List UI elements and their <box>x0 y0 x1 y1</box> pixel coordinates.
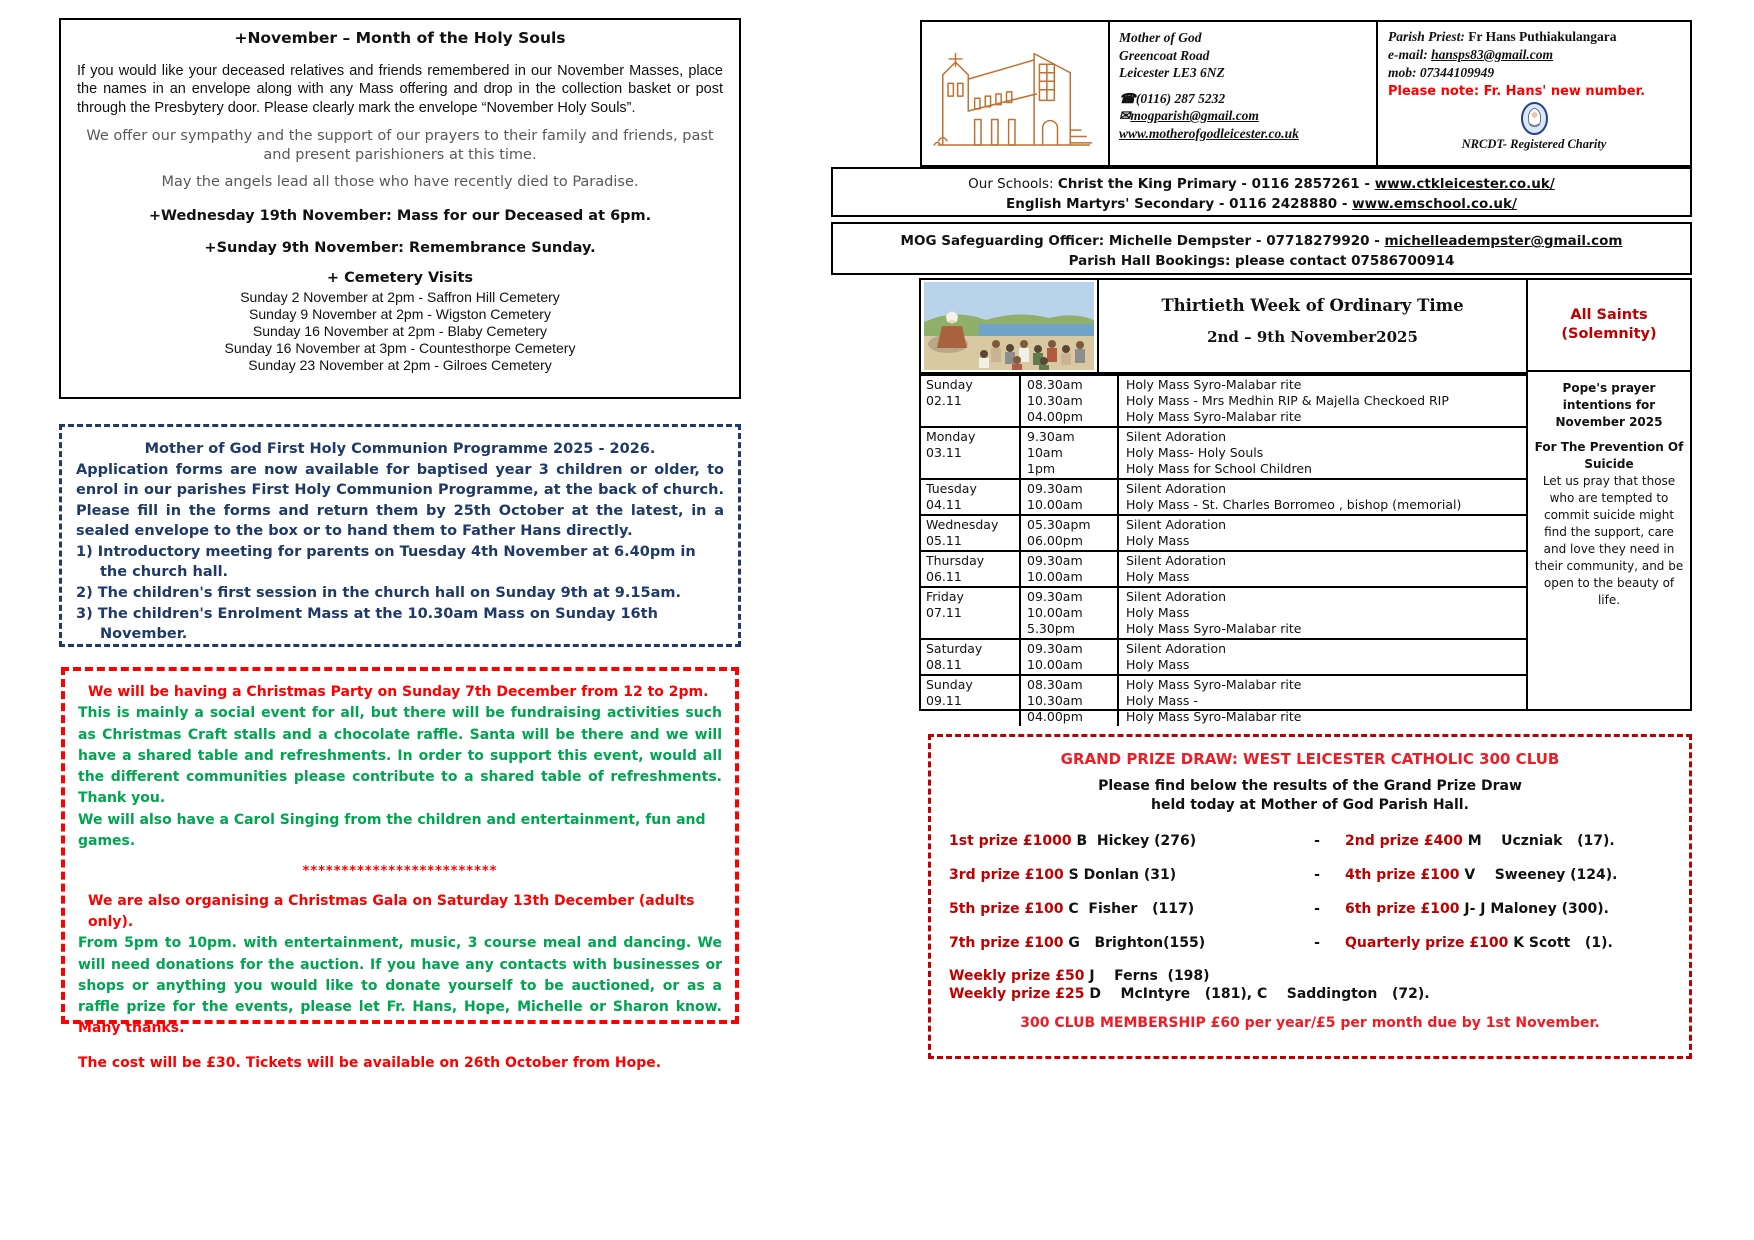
pope-body: Let us pray that those who are tempted to commit suicide might find the support, care and love they need in their community, and be open to the beauty of life. <box>1534 474 1684 608</box>
communion-item: 3) The children's Enrolment Mass at the 10.30am Mass on Sunday 16th November. <box>76 605 658 643</box>
church-website[interactable]: www.motherofgodleicester.co.uk <box>1119 125 1299 141</box>
mass-time: 04.00pm <box>1027 709 1083 724</box>
prize-winner: C Fisher (117) <box>1068 900 1195 917</box>
mass-service: Holy Mass Syro-Malabar rite <box>1126 409 1302 424</box>
feast-name: All Saints <box>1570 307 1648 323</box>
church-drawing-cell <box>922 22 1110 165</box>
schools-box <box>831 167 1692 217</box>
church-email[interactable]: mogparish@gmail.com <box>1130 108 1259 124</box>
schools-line-primary <box>833 175 1690 195</box>
church-email-line <box>1119 107 1367 125</box>
mass-service: Holy Mass Syro-Malabar rite <box>1126 621 1302 636</box>
christmas-party-body: This is mainly a social event for all, but there will be fundraising activities such as Christmas Craft stalls and a chocolate raffle. Santa will be there and we will have a shared table and refreshments. In order to support this event, would all the different communities please contribute to a shared table of refreshments. Thank you. <box>78 705 722 807</box>
day-name: Sunday <box>926 677 973 692</box>
priest-label: Parish Priest: <box>1388 29 1465 44</box>
mass-service: Holy Mass- Holy Souls <box>1126 445 1264 460</box>
safeguarding-email[interactable]: michelleadempster@gmail.com <box>1384 233 1623 249</box>
mass-service-cell <box>1119 588 1526 638</box>
feast-cell <box>1528 280 1690 372</box>
mass-service-cell <box>1119 552 1526 586</box>
mass-time-cell <box>1021 552 1119 586</box>
prize-row <box>949 867 1671 883</box>
mass-time: 5.30pm <box>1027 621 1075 636</box>
pope-subheading: For The Prevention Of Suicide <box>1534 440 1684 472</box>
prize-label: Weekly prize £25 <box>949 985 1090 1002</box>
mass-table-header <box>921 280 1526 374</box>
prize-label: Weekly prize £50 <box>949 967 1090 984</box>
prize-draw-box <box>928 734 1692 1059</box>
prize-intro-line2: held today at Mother of God Parish Hall. <box>1151 796 1469 813</box>
mass-time: 09.30am <box>1027 641 1083 656</box>
mass-day-cell <box>921 480 1021 514</box>
prize-winner: B Hickey (276) <box>1076 832 1197 849</box>
mass-service: Holy Mass Syro-Malabar rite <box>1126 377 1302 392</box>
mass-service: Holy Mass <box>1126 657 1190 672</box>
carol-singing-line: We will also have a Carol Singing from the children and entertainment, fun and games. <box>78 811 706 849</box>
holy-souls-title: +November – Month of the Holy Souls <box>234 29 566 47</box>
cemetery-visit: Sunday 16 November at 3pm - Countesthorpe Cemetery <box>224 339 576 356</box>
new-number-note: Please note: Fr. Hans' new number. <box>1388 84 1646 100</box>
safeguarding-officer: MOG Safeguarding Officer: Michelle Dempster - 07718279920 - <box>900 233 1385 249</box>
day-date: 03.11 <box>926 445 962 460</box>
day-date: 02.11 <box>926 393 962 408</box>
schools-line-secondary <box>833 195 1690 215</box>
mass-time: 08.30am <box>1027 377 1083 392</box>
prize-label: 1st prize £1000 <box>949 832 1077 849</box>
sermon-image-cell <box>921 280 1099 372</box>
prize-row <box>949 935 1671 951</box>
mass-time: 10.00am <box>1027 605 1083 620</box>
christmas-gala-line: We are also organising a Christmas Gala on Saturday 13th December (adults only). <box>88 892 695 931</box>
prize-draw-intro <box>949 777 1671 815</box>
gala-thanks-text: Many thanks. <box>78 1020 185 1037</box>
prize-label: 6th prize £100 <box>1345 900 1465 917</box>
prize-right <box>1345 867 1671 883</box>
gala-cost-line: The cost will be £30. Tickets will be available on 26th October from Hope. <box>78 1054 662 1071</box>
mass-time-cell <box>1021 588 1119 638</box>
prize-dash: - <box>1314 900 1320 917</box>
mass-row <box>921 374 1526 426</box>
weekly-prize-line <box>949 986 1671 1002</box>
mass-table-sidebar <box>1528 280 1690 709</box>
primary-school-url[interactable]: www.ctkleicester.co.uk/ <box>1374 176 1555 192</box>
mass-time: 10.30am <box>1027 693 1083 708</box>
communion-programme-notice <box>59 424 741 647</box>
mass-service-cell <box>1119 428 1526 478</box>
day-name: Tuesday <box>926 481 977 496</box>
schools-label: Our Schools: <box>968 176 1058 192</box>
mass-service-cell <box>1119 640 1526 674</box>
mass-row <box>921 514 1526 550</box>
prize-draw-title: GRAND PRIZE DRAW: WEST LEICESTER CATHOLIC 300 CLUB <box>1060 750 1560 768</box>
prize-label: 2nd prize £400 <box>1345 832 1468 849</box>
pope-heading: Pope's prayer intentions for November 2025 <box>1555 381 1663 430</box>
mass-time-cell <box>1021 376 1119 426</box>
mass-day-cell <box>921 676 1021 726</box>
mass-time: 10am <box>1027 445 1063 460</box>
mass-row <box>921 674 1526 726</box>
mass-time: 04.00pm <box>1027 409 1083 424</box>
mass-service: Silent Adoration <box>1126 517 1227 532</box>
mass-service: Silent Adoration <box>1126 481 1227 496</box>
mass-day-cell <box>921 428 1021 478</box>
prize-left <box>949 935 1289 951</box>
day-name: Saturday <box>926 641 983 656</box>
prize-row <box>949 833 1671 849</box>
church-city: Leicester LE3 6NZ <box>1119 65 1225 81</box>
mass-time-cell <box>1021 516 1119 550</box>
prize-winner: G Brighton(155) <box>1068 934 1206 951</box>
secondary-school-info: English Martyrs' Secondary - 0116 2428880 - <box>1006 195 1353 212</box>
day-name: Friday <box>926 589 964 604</box>
prize-dash: - <box>1314 866 1320 883</box>
day-name: Wednesday <box>926 517 999 532</box>
mass-time: 10.00am <box>1027 497 1083 512</box>
prize-dash: - <box>1314 934 1320 951</box>
mass-service-cell <box>1119 480 1526 514</box>
mass-time: 09.30am <box>1027 481 1083 496</box>
prize-label: 5th prize £100 <box>949 900 1069 917</box>
cemetery-visit: Sunday 2 November at 2pm - Saffron Hill Cemetery <box>240 288 560 305</box>
prize-right <box>1345 833 1671 849</box>
day-date: 04.11 <box>926 497 962 512</box>
mass-row <box>921 426 1526 478</box>
cemetery-visit: Sunday 16 November at 2pm - Blaby Cemetery <box>252 322 548 339</box>
prize-winner: D McIntyre (181), C Saddington (72). <box>1089 985 1430 1002</box>
prize-label: Quarterly prize £100 <box>1345 934 1514 951</box>
mass-service-cell <box>1119 676 1526 726</box>
prize-right <box>1345 901 1671 917</box>
priest-name: Fr Hans Puthiakulangara <box>1464 29 1617 44</box>
feast-type: (Solemnity) <box>1561 325 1657 342</box>
mass-row <box>921 638 1526 674</box>
mary-icon <box>1521 102 1548 135</box>
safeguarding-line <box>833 231 1690 251</box>
church-phone: (0116) 287 5232 <box>1135 90 1226 106</box>
safeguarding-box <box>831 222 1692 275</box>
parish-priest-cell <box>1378 22 1690 165</box>
church-address-cell <box>1110 22 1378 165</box>
mass-day-cell <box>921 640 1021 674</box>
mass-service: Holy Mass <box>1126 605 1190 620</box>
separator-stars: ************************* <box>302 864 498 880</box>
priest-email-label: e-mail: <box>1388 46 1432 62</box>
church-drawing <box>930 28 1100 160</box>
mass-time: 10.00am <box>1027 569 1083 584</box>
cemetery-visit: Sunday 23 November at 2pm - Gilroes Cemetery <box>248 357 552 374</box>
charity-line: NRCDT- Registered Charity <box>1461 136 1607 151</box>
prize-winner: K Scott (1). <box>1513 934 1613 951</box>
prize-winner: S Donlan (31) <box>1068 866 1177 883</box>
mass-service: Holy Mass Syro-Malabar rite <box>1126 709 1302 724</box>
prize-label: 3rd prize £100 <box>949 866 1069 883</box>
priest-email[interactable]: hansps83@gmail.com <box>1431 46 1554 62</box>
mass-time-cell <box>1021 480 1119 514</box>
mass-day-cell <box>921 588 1021 638</box>
communion-item: 1) Introductory meeting for parents on Tuesday 4th November at 6.40pm in the church hall. <box>76 543 696 581</box>
mass-time: 09.30am <box>1027 589 1083 604</box>
angels-paragraph: May the angels lead all those who have recently died to Paradise. <box>161 173 639 190</box>
mass-time-cell <box>1021 640 1119 674</box>
sermon-image <box>924 282 1094 370</box>
day-date: 08.11 <box>926 657 962 672</box>
holy-souls-paragraph: If you would like your deceased relatives and friends remembered in our November Masses, place the names in an envelope along with any Mass offering and drop in the collection basket or post through the Presbytery door. Please clearly mark the envelope “November Holy Souls”. <box>77 63 723 116</box>
prize-row <box>949 901 1671 917</box>
prize-left <box>949 833 1289 849</box>
phone-icon: ☎ <box>1119 90 1136 106</box>
prize-winner: J- J Maloney (300). <box>1464 900 1609 917</box>
primary-school-info: Christ the King Primary - 0116 2857261 - <box>1057 176 1375 192</box>
mass-day-cell <box>921 376 1021 426</box>
priest-mobile: mob: 07344109949 <box>1388 64 1495 80</box>
day-name: Sunday <box>926 377 973 392</box>
secondary-school-url[interactable]: www.emschool.co.uk/ <box>1352 195 1517 212</box>
church-road: Greencoat Road <box>1119 47 1210 63</box>
prize-dash: - <box>1314 832 1320 849</box>
prize-intro-line1: Please find below the results of the Grand Prize Draw <box>1098 778 1522 794</box>
prize-left <box>949 867 1289 883</box>
prize-right <box>1345 935 1671 951</box>
mass-time: 09.30am <box>1027 553 1083 568</box>
day-name: Thursday <box>926 553 985 568</box>
holy-souls-notice <box>59 18 741 399</box>
mass-table-main <box>921 280 1528 724</box>
mass-row <box>921 550 1526 586</box>
priest-line <box>1388 28 1680 46</box>
mass-service: Holy Mass - Mrs Medhin RIP & Majella Checkoed RIP <box>1126 393 1449 408</box>
mass-service-cell <box>1119 376 1526 426</box>
prize-label: 7th prize £100 <box>949 934 1069 951</box>
envelope-icon: ✉ <box>1119 108 1131 124</box>
mass-service: Silent Adoration <box>1126 641 1227 656</box>
mass-service: Silent Adoration <box>1126 589 1227 604</box>
mass-service-cell <box>1119 516 1526 550</box>
day-name: Monday <box>926 429 976 444</box>
mass-day-cell <box>921 516 1021 550</box>
mass-time: 9.30am <box>1027 429 1075 444</box>
mass-time: 05.30apm <box>1027 517 1091 532</box>
mass-service: Holy Mass - <box>1126 693 1198 708</box>
mass-service: Silent Adoration <box>1126 429 1227 444</box>
gala-body-text: From 5pm to 10pm. with entertainment, music, 3 course meal and dancing. We will need donations for the auction. If you have any contacts with businesses or shops or anything you would like to donate yourself to be auctioned, or as a raffle prize for the events, please let Fr. Hans, Hope, Michelle or Sharon know. <box>78 935 722 1016</box>
day-date: 05.11 <box>926 533 962 548</box>
membership-line: 300 CLUB MEMBERSHIP £60 per year/£5 per month due by 1st November. <box>1020 1014 1600 1031</box>
sympathy-paragraph: We offer our sympathy and the support of our prayers to their family and friends, past and present parishioners at this time. <box>86 128 714 164</box>
prize-winner: M Uczniak (17). <box>1467 832 1615 849</box>
mass-service: Silent Adoration <box>1126 553 1227 568</box>
communion-body: Application forms are now available for baptised year 3 children or older, to enrol in our parishes First Holy Communion Programme, at the back of church. Please fill in the forms and return them by 25th October at the latest, in a sealed envelope to the box or to hand them to Father Hans directly. <box>76 461 724 540</box>
mass-schedule-table <box>919 278 1692 724</box>
communion-item: 2) The children's first session in the church hall on Sunday 9th at 9.15am. <box>76 585 681 602</box>
prize-label: 4th prize £100 <box>1345 866 1465 883</box>
day-date: 07.11 <box>926 605 962 620</box>
prize-left <box>949 901 1289 917</box>
cemetery-visit: Sunday 9 November at 2pm - Wigston Cemetery <box>249 305 551 322</box>
day-date: 09.11 <box>926 693 962 708</box>
christmas-party-line: We will be having a Christmas Party on Sunday 7th December from 12 to 2pm. <box>88 684 709 700</box>
priest-email-line <box>1388 46 1680 64</box>
mass-service: Holy Mass for School Children <box>1126 461 1312 476</box>
deceased-mass-line: +Wednesday 19th November: Mass for our Deceased at 6pm. <box>148 207 652 224</box>
week-title-cell <box>1099 280 1526 372</box>
hall-bookings-line: Parish Hall Bookings: please contact 07586700914 <box>1068 253 1455 270</box>
mass-time: 1pm <box>1027 461 1056 476</box>
mary-icon-wrap <box>1388 102 1680 135</box>
week-dates: 2nd – 9th November2025 <box>1207 328 1418 346</box>
mass-time-cell <box>1021 676 1119 726</box>
mass-service: Holy Mass <box>1126 533 1190 548</box>
mass-time-cell <box>1021 428 1119 478</box>
prize-winner: V Sweeney (124). <box>1464 866 1618 883</box>
remembrance-line: +Sunday 9th November: Remembrance Sunday. <box>204 239 596 256</box>
parish-header <box>920 20 1692 167</box>
mass-time: 08.30am <box>1027 677 1083 692</box>
mass-row <box>921 478 1526 514</box>
mass-row <box>921 586 1526 638</box>
week-title: Thirtieth Week of Ordinary Time <box>1161 296 1464 315</box>
mass-time: 06.00pm <box>1027 533 1083 548</box>
church-name: Mother of God <box>1119 30 1202 45</box>
christmas-events-notice <box>61 667 739 1071</box>
mass-day-cell <box>921 552 1021 586</box>
church-phone-line <box>1119 90 1367 108</box>
day-date: 06.11 <box>926 569 962 584</box>
christmas-gala-body <box>78 933 722 1039</box>
mass-service: Holy Mass Syro-Malabar rite <box>1126 677 1302 692</box>
prize-winner: J Ferns (198) <box>1089 967 1210 984</box>
pope-intentions-cell <box>1528 372 1690 709</box>
mass-service: Holy Mass <box>1126 569 1190 584</box>
weekly-prize-line <box>949 968 1671 984</box>
cemetery-visits-title: + Cemetery Visits <box>326 269 474 286</box>
mass-time: 10.00am <box>1027 657 1083 672</box>
mass-time: 10.30am <box>1027 393 1083 408</box>
communion-title: Mother of God First Holy Communion Programme 2025 - 2026. <box>144 441 656 457</box>
mass-service: Holy Mass - St. Charles Borromeo , bishop (memorial) <box>1126 497 1462 512</box>
